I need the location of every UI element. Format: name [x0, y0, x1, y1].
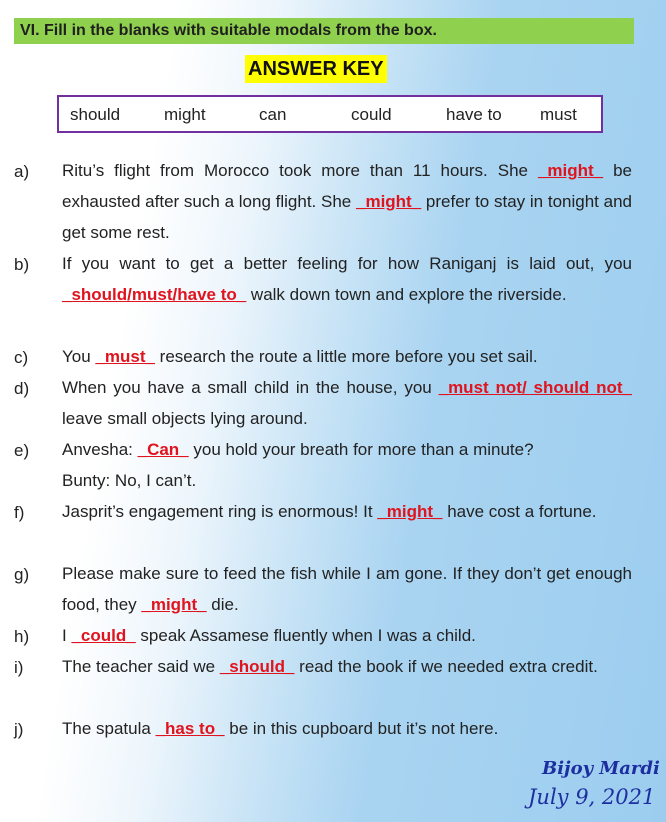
answer-blank: _must not/ should not_: [438, 378, 632, 397]
modal-word-box: [57, 95, 603, 133]
item-text: have cost a fortune.: [442, 502, 597, 521]
item-label: a): [14, 162, 30, 181]
item-label: f): [14, 503, 25, 522]
answer-blank: _could_: [71, 626, 136, 645]
list-item: [62, 651, 632, 682]
item-text: You: [62, 347, 96, 366]
list-item: [62, 713, 632, 744]
item-text: When you have a small child in the house, you: [62, 378, 439, 397]
answer-blank: _might_: [537, 161, 604, 180]
item-label: d): [14, 379, 30, 398]
item-text: Anvesha:: [62, 440, 138, 459]
item-text: walk down town and explore the riverside.: [246, 285, 567, 304]
answer-blank: _might_: [377, 502, 443, 521]
item-text: speak Assamese fluently when I was a child.: [135, 626, 476, 645]
answer-blank: _might_: [141, 595, 207, 614]
item-text: leave small objects lying around.: [62, 409, 308, 428]
word-box-item: could: [351, 105, 392, 124]
word-box-item: have to: [446, 105, 502, 124]
list-item: [62, 558, 632, 620]
item-text: If you want to get a better feeling for how Raniganj is laid out, you: [62, 254, 632, 273]
item-text: be in this cupboard but it’s not here.: [224, 719, 499, 738]
answer-blank: _should/must/have to_: [62, 285, 247, 304]
list-item: [62, 620, 632, 651]
item-label: j): [14, 720, 24, 739]
list-item: [62, 341, 632, 372]
item-text: research the route a little more before you set sail.: [154, 347, 538, 366]
item-label: h): [14, 627, 30, 646]
signature-date: July 9, 2021: [528, 785, 656, 809]
signature-name: Bijoy Mardi: [542, 758, 660, 779]
list-item: [62, 372, 632, 434]
word-box-item: should: [70, 105, 121, 124]
list-item: [62, 155, 632, 248]
list-item: [62, 496, 632, 527]
section-heading: VI. Fill in the blanks with suitable modals from the box.: [14, 18, 634, 44]
item-text: you hold your breath for more than a minute?: [188, 440, 534, 459]
item-label: b): [14, 255, 30, 274]
list-item: [62, 434, 632, 496]
item-text: The spatula: [62, 719, 156, 738]
item-text: I: [62, 626, 72, 645]
list-item: [62, 248, 632, 310]
item-label: e): [14, 441, 30, 460]
answer-key-label: ANSWER KEY: [245, 55, 387, 83]
item-text: read the book if we needed extra credit.: [294, 657, 598, 676]
item-label: c): [14, 348, 29, 367]
item-text: be exhausted after such a long flight. She: [62, 161, 632, 211]
item-text: The teacher said we: [62, 657, 220, 676]
item-label: g): [14, 565, 30, 584]
answer-blank: _must_: [95, 347, 155, 366]
answer-blank: _should_: [219, 657, 295, 676]
item-text: Ritu’s flight from Morocco took more than 11 hours. She: [62, 161, 538, 180]
item-text: Bunty: No, I can’t.: [62, 471, 197, 490]
word-box-item: can: [259, 105, 287, 124]
item-text: die.: [206, 595, 239, 614]
answer-blank: _might_: [356, 192, 422, 211]
item-text: prefer to stay in tonight and get some rest.: [62, 192, 632, 242]
item-label: i): [14, 658, 24, 677]
answer-blank: _Can_: [137, 440, 189, 459]
word-box-item: must: [540, 105, 577, 124]
answer-blank: _has to_: [155, 719, 225, 738]
item-text: Please make sure to feed the fish while I am gone. If they don’t get enough food, they: [62, 564, 632, 614]
word-box-item: might: [164, 105, 206, 124]
item-text: Jasprit’s engagement ring is enormous! It: [62, 502, 378, 521]
